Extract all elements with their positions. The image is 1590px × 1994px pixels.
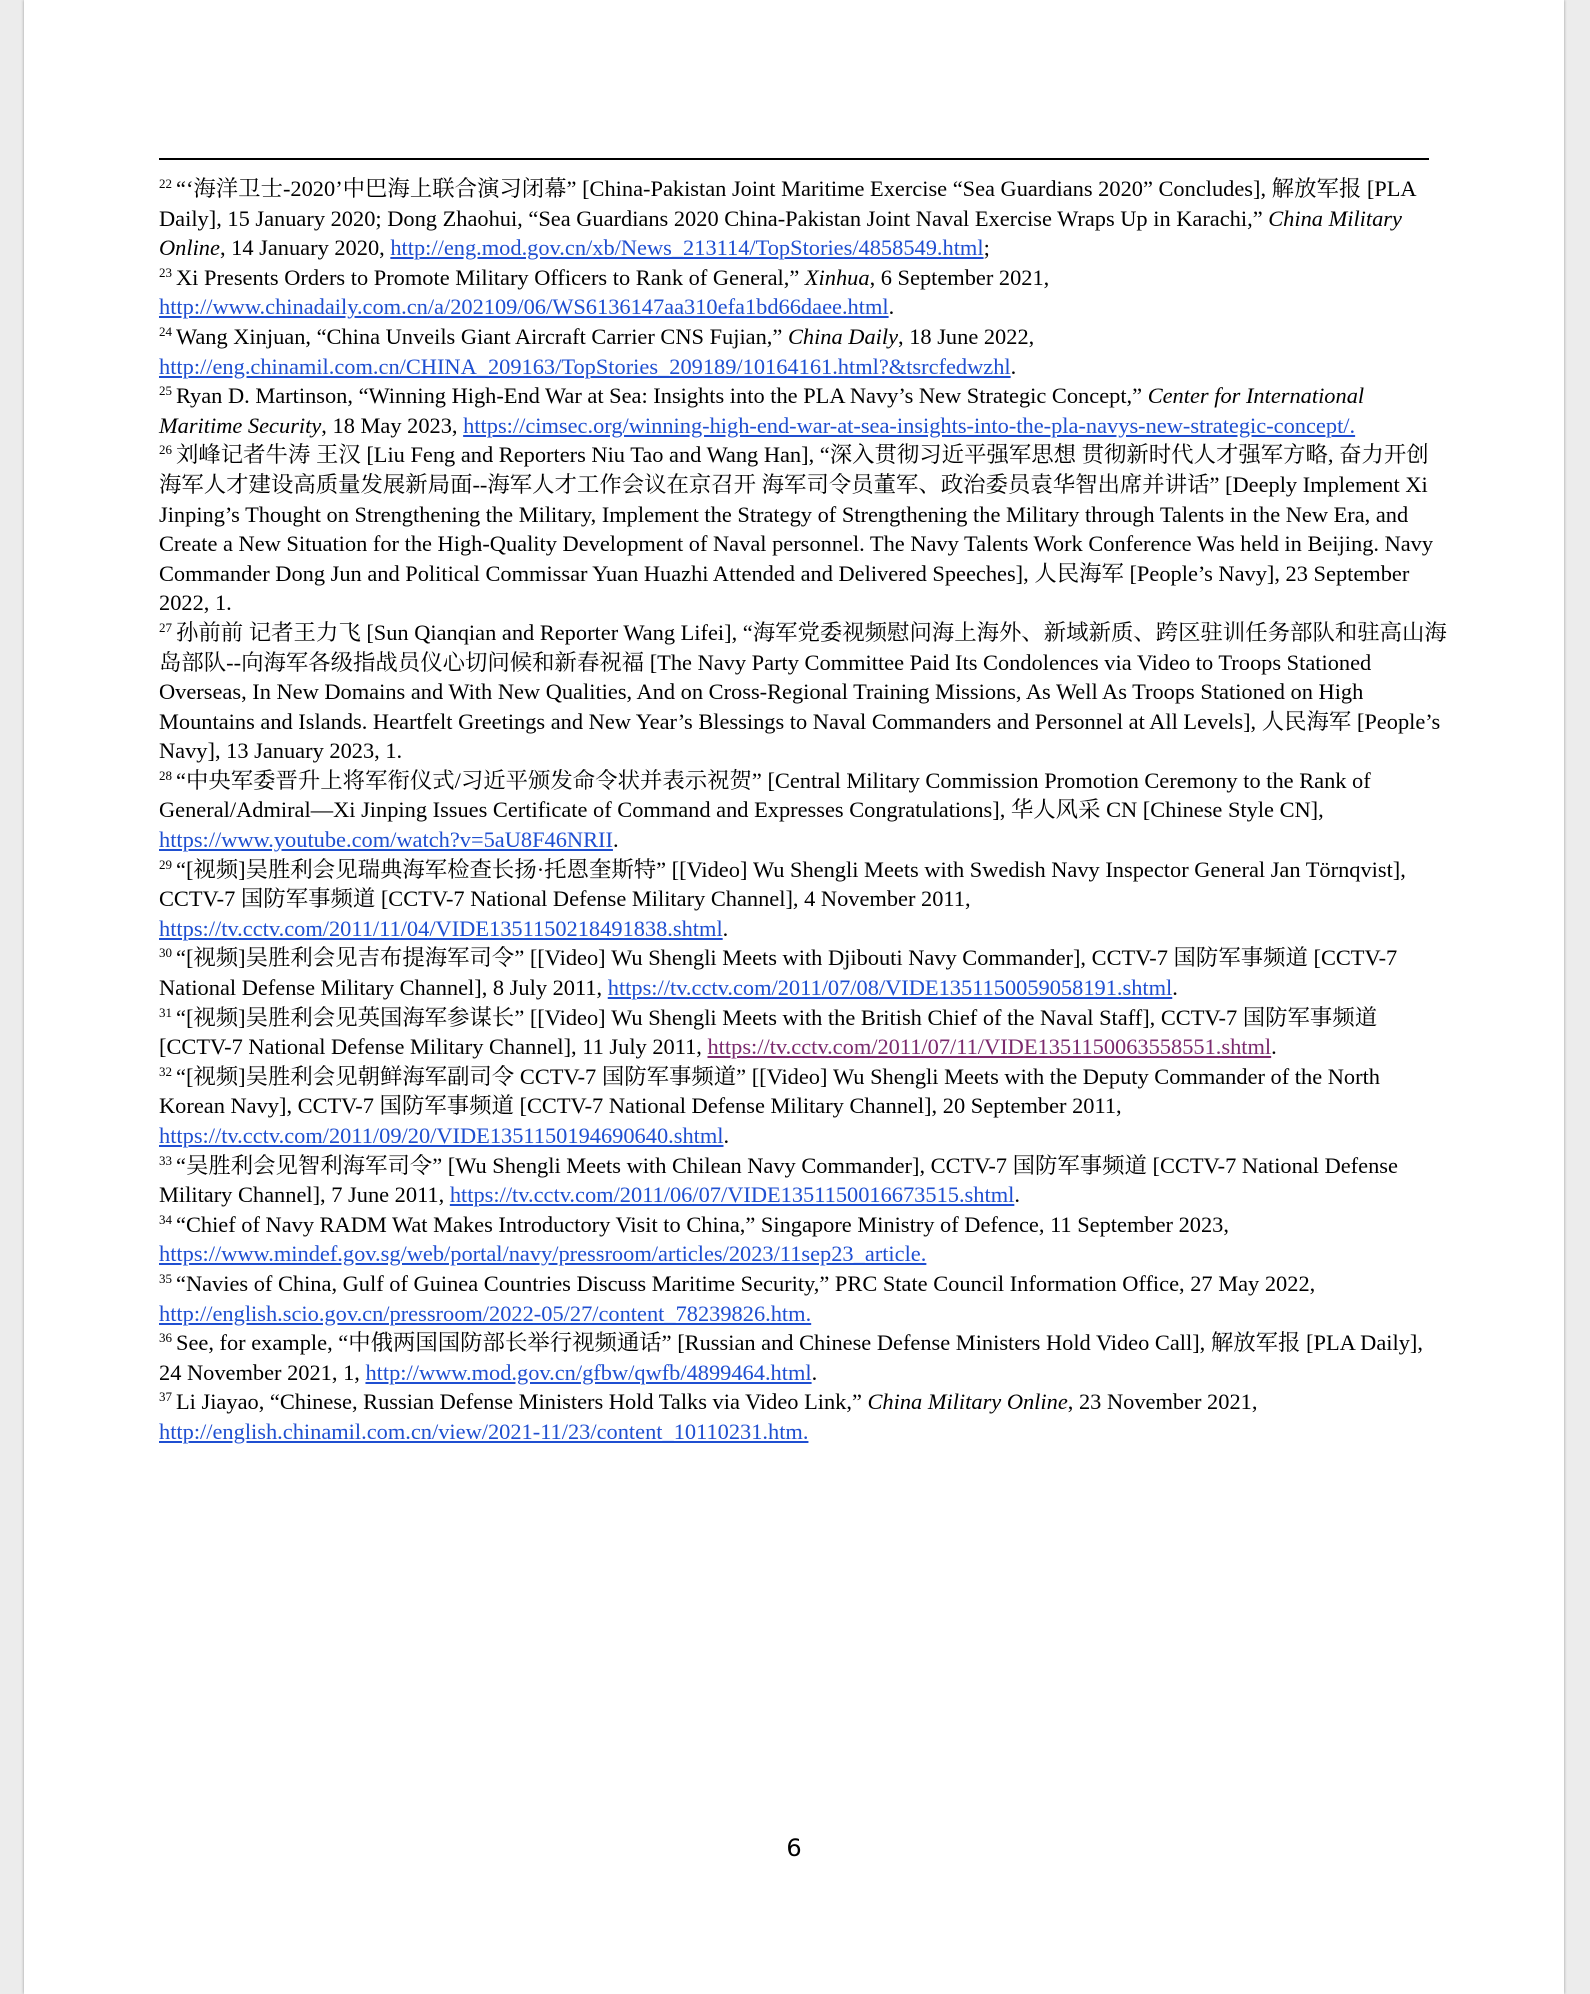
- footnote-26: [159, 440, 1449, 618]
- footnote-link[interactable]: https://www.mindef.gov.sg/web/portal/navy/pressroom/articles/2023/11sep23_article.: [159, 1241, 927, 1267]
- footnote-text: “吴胜利会见智利海军司令” [Wu Shengli Meets with Chilean Navy Commander], CCTV-7 国防军事频道 [CCTV-7 National Defense Military Channel], 7 June 2011,: [159, 1152, 1398, 1208]
- footnote-text: Li Jiayao, “Chinese, Russian Defense Ministers Hold Talks via Video Link,”: [176, 1389, 868, 1415]
- footnote-link[interactable]: http://english.scio.gov.cn/pressroom/2022-05/27/content_78239826.htm.: [159, 1300, 812, 1326]
- footnote-text: .: [811, 1359, 818, 1385]
- footnote-text: ;: [983, 235, 990, 261]
- footnote-28: [159, 766, 1449, 855]
- footnote-number: 35: [159, 1270, 172, 1286]
- footnote-text: “Chief of Navy RADM Wat Makes Introductory Visit to China,” Singapore Ministry of Defence, 11 September 2023,: [176, 1211, 1229, 1237]
- footnote-text: , 18 May 2023,: [321, 412, 464, 438]
- footnote-27: [159, 618, 1449, 766]
- footnote-text: .: [722, 915, 729, 941]
- footnote-24: [159, 322, 1449, 381]
- footnote-35: [159, 1269, 1449, 1328]
- footnote-link[interactable]: https://tv.cctv.com/2011/07/11/VIDE1351150063558551.shtml: [707, 1034, 1272, 1060]
- footnote-number: 33: [159, 1152, 172, 1168]
- footnote-text: “‘海洋卫士-2020’中巴海上联合演习闭幕” [China-Pakistan Joint Maritime Exercise “Sea Guardians 2020” Concludes], 解放军报 [PLA Daily], 15 January 2020; Dong Zhaohui, “Sea Guardians 2020 China-Pakistan Joint Naval Exercise Wraps Up in Karachi,”: [159, 176, 1416, 231]
- footnote-23: [159, 263, 1449, 322]
- footnote-text: Ryan D. Martinson, “Winning High-End War at Sea: Insights into the PLA Navy’s New Strategic Concept,”: [176, 383, 1148, 409]
- document-page: [24, 0, 1564, 1994]
- footnote-number: 24: [159, 323, 172, 339]
- footnote-source-title: China Daily: [787, 323, 899, 349]
- footnote-text: .: [723, 1123, 730, 1148]
- footnote-text: , 6 September 2021,: [869, 264, 1050, 290]
- footnote-37: [159, 1387, 1449, 1446]
- footnote-text: .: [612, 827, 619, 853]
- footnote-text: “Navies of China, Gulf of Guinea Countries Discuss Maritime Security,” PRC State Council Information Office, 27 May 2022,: [176, 1270, 1316, 1296]
- footnote-number: 32: [159, 1063, 172, 1079]
- footnote-text: .: [1014, 1182, 1020, 1208]
- footnote-link[interactable]: https://cimsec.org/winning-high-end-war-at-sea-insights-into-the-pla-navys-new-strategic-concept/.: [463, 412, 1356, 438]
- footnote-text: .: [1172, 975, 1178, 1001]
- footnote-number: 30: [159, 945, 172, 961]
- footnote-number: 23: [159, 264, 172, 280]
- footnote-number: 26: [159, 442, 172, 458]
- footnote-22: [159, 174, 1449, 263]
- footnote-source-title: China Military Online: [867, 1389, 1068, 1415]
- footnote-number: 36: [159, 1330, 172, 1346]
- footnote-text: “中央军委晋升上将军衔仪式/习近平颁发命令状并表示祝贺” [Central Military Commission Promotion Ceremony to the Rank of General/Admiral—Xi Jinping Issues Certificate of Command and Expresses Congratulations], 华人风采 CN [Chinese Style CN],: [159, 767, 1371, 823]
- footnotes-list: [159, 174, 1449, 1447]
- footnote-link[interactable]: https://tv.cctv.com/2011/07/08/VIDE1351150059058191.shtml: [607, 975, 1173, 1001]
- footnote-text: , 18 June 2022,: [898, 323, 1035, 349]
- footnote-text: .: [1271, 1034, 1277, 1060]
- footnote-30: [159, 943, 1449, 1002]
- footnote-link[interactable]: https://tv.cctv.com/2011/11/04/VIDE1351150218491838.shtml: [159, 915, 723, 941]
- footnote-text: , 23 November 2021,: [1067, 1389, 1258, 1415]
- footnote-link[interactable]: http://english.chinamil.com.cn/view/2021-11/23/content_10110231.htm.: [159, 1418, 809, 1444]
- footnote-text: , 14 January 2020,: [219, 235, 391, 261]
- footnote-36: [159, 1328, 1449, 1387]
- footnote-text: “[视频]吴胜利会见吉布提海军司令” [[Video] Wu Shengli Meets with Djibouti Navy Commander], CCTV-7 国防军事频道 [CCTV-7 National Defense Military Channel], 8 July 2011,: [159, 945, 1398, 1001]
- footnote-number: 31: [159, 1004, 172, 1020]
- footnote-29: [159, 855, 1449, 944]
- footnote-link[interactable]: http://eng.mod.gov.cn/xb/News_213114/TopStories/4858549.html: [390, 235, 984, 261]
- footnote-25: [159, 381, 1449, 440]
- footnote-text: .: [1010, 353, 1017, 379]
- footnote-number: 37: [159, 1389, 172, 1405]
- footnote-33: [159, 1151, 1449, 1210]
- footnote-text: Xi Presents Orders to Promote Military Officers to Rank of General,”: [176, 264, 805, 290]
- footnote-link[interactable]: http://www.chinadaily.com.cn/a/202109/06/WS6136147aa310efa1bd66daee.html: [159, 294, 889, 320]
- footnote-number: 25: [159, 383, 172, 399]
- footnote-text: Wang Xinjuan, “China Unveils Giant Aircraft Carrier CNS Fujian,”: [176, 323, 788, 349]
- footnote-text: “[视频]吴胜利会见英国海军参谋长” [[Video] Wu Shengli Meets with the British Chief of the Naval Staff], CCTV-7 国防军事频道 [CCTV-7 National Defense Military Channel], 11 July 2011,: [159, 1004, 1378, 1060]
- footnote-text: 刘峰记者牛涛 王汉 [Liu Feng and Reporters Niu Tao and Wang Han], “深入贯彻习近平强军思想 贯彻新时代人才强军方略, 奋力开创海军人才建设高质量发展新局面--海军人才工作会议在京召开 海军司令员董军、政治委员袁华智出席并讲话” [Deeply Implement Xi Jinping’s Thought on Strengthening the Military, Implement the Strategy of Strengthening the Military through Talents in the New Era, and Create a New Situation for the High-Quality Development of Naval personnel. The Navy Talents Work Conference Was held in Beijing. Navy Commander Dong Jun and Political Commissar Yuan Huazhi Attended and Delivered Speeches], 人民海军 [People’s Navy], 23 September 2022, 1.: [159, 442, 1434, 616]
- footnote-text: See, for example, “中俄两国国防部长举行视频通话” [Russian and Chinese Defense Ministers Hold Video Call], 解放军报 [PLA Daily], 24 November 2021, 1,: [159, 1330, 1423, 1385]
- footnote-text: “[视频]吴胜利会见瑞典海军检查长扬·托恩奎斯特” [[Video] Wu Shengli Meets with Swedish Navy Inspector General Jan Törnqvist], CCTV-7 国防军事频道 [CCTV-7 National Defense Military Channel], 4 November 2011,: [159, 856, 1406, 912]
- footnote-link[interactable]: http://www.mod.gov.cn/gfbw/qwfb/4899464.html: [365, 1359, 812, 1385]
- footnote-number: 22: [159, 176, 172, 191]
- footnote-34: [159, 1210, 1449, 1269]
- footnote-source-title: Center for International Maritime Security: [159, 383, 1365, 438]
- footnote-32: [159, 1062, 1449, 1151]
- footnote-source-title: China Military Online: [159, 205, 1402, 261]
- footnote-number: 28: [159, 767, 172, 783]
- footnote-number: 27: [159, 619, 172, 635]
- page-number: 6: [786, 1834, 802, 1862]
- footnote-link[interactable]: http://eng.chinamil.com.cn/CHINA_209163/TopStories_209189/10164161.html?&tsrcfedwzhl: [159, 353, 1011, 379]
- footnote-source-title: Xinhua: [804, 264, 870, 290]
- footnote-number: 34: [159, 1211, 172, 1227]
- footnote-link[interactable]: https://www.youtube.com/watch?v=5aU8F46NRII: [159, 827, 613, 853]
- footnote-text: “[视频]吴胜利会见朝鲜海军副司令 CCTV-7 国防军事频道” [[Video] Wu Shengli Meets with the Deputy Commander of the North Korean Navy], CCTV-7 国防军事频道 [CCTV-7 National Defense Military Channel], 20 September 2011,: [159, 1063, 1380, 1119]
- footnote-number: 29: [159, 856, 172, 872]
- footnote-31: [159, 1003, 1449, 1062]
- footnote-text: 孙前前 记者王力飞 [Sun Qianqian and Reporter Wang Lifei], “海军党委视频慰问海上海外、新域新质、跨区驻训任务部队和驻高山海岛部队--向海军各级指战员仪心切问候和新春祝福 [The Navy Party Committee Paid Its Condolences via Video to Troops Stationed Overseas, In New Domains and With New Qualities, And on Cross-Regional Training Missions, As Well As Troops Stationed on High Mountains and Islands. Heartfelt Greetings and New Year’s Blessings to Naval Commanders and Personnel at All Levels], 人民海军 [People’s Navy], 13 January 2023, 1.: [159, 619, 1447, 764]
- footnote-link[interactable]: https://tv.cctv.com/2011/06/07/VIDE1351150016673515.shtml: [449, 1182, 1015, 1208]
- footnote-separator: [159, 158, 1429, 160]
- footnote-text: .: [888, 294, 895, 320]
- footnote-link[interactable]: https://tv.cctv.com/2011/09/20/VIDE1351150194690640.shtml: [159, 1123, 724, 1148]
